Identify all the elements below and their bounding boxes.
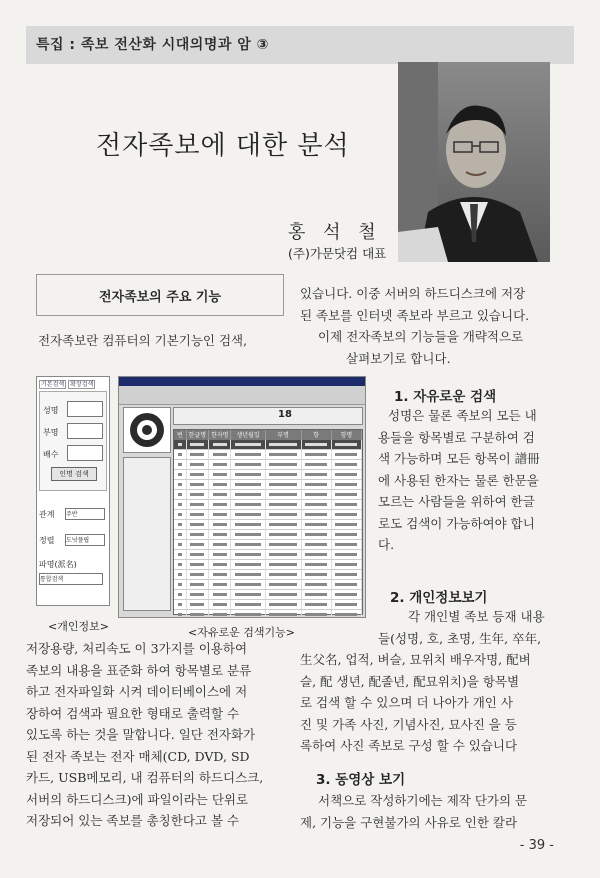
table-cell xyxy=(266,590,302,599)
table-row[interactable] xyxy=(174,480,362,490)
table-cell xyxy=(209,600,231,609)
sort-label: 정렬 xyxy=(39,536,55,545)
table-row[interactable] xyxy=(174,520,362,530)
text-line: 서책으로 작성하기에는 제작 단가의 문 xyxy=(318,793,528,808)
table-row[interactable] xyxy=(174,540,362,550)
text-line: 록하여 사진 족보로 구성 할 수 있습니다 xyxy=(300,738,518,753)
table-header-cell[interactable]: 번 xyxy=(174,430,187,440)
search-button[interactable]: 인명 검색 xyxy=(51,467,97,481)
field-label-name: 성명 xyxy=(43,406,59,415)
table-cell xyxy=(187,610,209,618)
intro-paragraph: 전자족보란 컴퓨터의 기본기능인 검색, xyxy=(38,333,248,348)
table-cell xyxy=(231,520,265,529)
table-cell xyxy=(302,470,332,479)
table-cell xyxy=(302,590,332,599)
table-cell xyxy=(332,540,362,549)
table-header-cell[interactable]: 항 xyxy=(302,430,332,440)
result-count-bar xyxy=(173,407,363,425)
table-cell xyxy=(231,440,265,449)
table-cell xyxy=(174,600,187,609)
table-cell xyxy=(209,540,231,549)
section-1-body xyxy=(378,405,570,556)
author-name: 홍 석 철 xyxy=(288,222,382,243)
table-cell xyxy=(209,610,231,618)
section-3-heading: 3. 동영상 보기 xyxy=(316,772,406,788)
table-row[interactable] xyxy=(174,460,362,470)
table-cell xyxy=(174,460,187,469)
window-titlebar xyxy=(119,377,365,386)
table-cell xyxy=(209,450,231,459)
table-cell xyxy=(187,590,209,599)
text-line: 生父名, 업적, 벼슬, 묘위치 배우자명, 配벼 xyxy=(300,652,531,667)
table-cell xyxy=(302,520,332,529)
table-cell xyxy=(302,570,332,579)
table-cell xyxy=(209,480,231,489)
table-row[interactable] xyxy=(174,470,362,480)
table-row[interactable] xyxy=(174,580,362,590)
section-3-body xyxy=(300,790,572,833)
text-line: 다. xyxy=(378,537,395,552)
table-cell xyxy=(187,490,209,499)
table-header-cell[interactable]: 항명 xyxy=(332,430,362,440)
table-cell xyxy=(209,570,231,579)
table-cell xyxy=(187,570,209,579)
table-cell xyxy=(209,520,231,529)
text-line: 슬, 配 생년, 配졸년, 配묘위치)을 항목별 xyxy=(300,673,520,689)
table-row[interactable] xyxy=(174,590,362,600)
table-cell xyxy=(187,530,209,539)
table-cell xyxy=(266,570,302,579)
table-cell xyxy=(174,450,187,459)
table-cell xyxy=(266,610,302,618)
right-intro-text xyxy=(300,283,570,369)
results-table-header xyxy=(174,430,362,440)
table-row[interactable] xyxy=(174,570,362,580)
author-role: (주)가문닷컴 대표 xyxy=(288,246,387,261)
text-line: 이제 전자족보의 기능들을 개략적으로 xyxy=(318,329,524,344)
section-2-heading: 2. 개인정보보기 xyxy=(390,590,488,606)
text-line: 장하여 검색과 필요한 형태로 출력할 수 xyxy=(26,705,240,721)
table-cell xyxy=(174,580,187,589)
text-line: 각 개인별 족보 등재 내용 xyxy=(408,609,545,624)
table-cell xyxy=(187,550,209,559)
search-option-panel xyxy=(123,457,171,611)
table-cell xyxy=(187,470,209,479)
table-cell xyxy=(174,610,187,618)
table-cell xyxy=(302,490,332,499)
personal-info-screenshot xyxy=(36,376,110,606)
table-cell xyxy=(302,480,332,489)
free-search-screenshot xyxy=(118,376,366,618)
table-cell xyxy=(302,440,332,449)
text-line: 족보의 내용을 표준화 하여 항목별로 분류 xyxy=(26,662,252,678)
crest-emblem-icon xyxy=(124,408,170,452)
table-cell xyxy=(231,610,265,618)
table-cell xyxy=(231,500,265,509)
father-input[interactable] xyxy=(67,423,103,439)
text-line: 들(성명, 호, 초명, 生年, 卒年, xyxy=(378,630,542,646)
table-cell xyxy=(302,460,332,469)
table-cell xyxy=(209,530,231,539)
text-line: 카드, USB메모리, 내 컴퓨터의 하드디스크, xyxy=(26,770,264,785)
series-title: 특집 : 족보 전산화 시대의명과 암 ③ xyxy=(36,37,270,53)
table-cell xyxy=(231,570,265,579)
table-cell xyxy=(187,600,209,609)
table-cell xyxy=(332,460,362,469)
table-cell xyxy=(187,480,209,489)
table-cell xyxy=(332,500,362,509)
branch-label: 파명(派名) xyxy=(39,560,77,569)
table-cell xyxy=(174,570,187,579)
branch-select[interactable]: 통합검색 xyxy=(39,573,103,585)
table-cell xyxy=(187,460,209,469)
table-cell xyxy=(174,490,187,499)
table-cell xyxy=(266,460,302,469)
table-cell xyxy=(231,530,265,539)
table-cell xyxy=(302,540,332,549)
text-line: 하고 전자파일화 시켜 데이터베이스에 저 xyxy=(26,684,248,699)
text-line: 진 및 가족 사진, 기념사진, 묘사진 을 등 xyxy=(300,716,517,732)
table-cell xyxy=(266,440,302,449)
author-portrait xyxy=(398,62,550,262)
table-cell xyxy=(174,440,187,449)
results-table xyxy=(173,429,363,615)
table-cell xyxy=(266,600,302,609)
table-header-cell[interactable]: 한자명 xyxy=(209,430,231,440)
name-input[interactable] xyxy=(67,401,103,417)
table-cell xyxy=(174,560,187,569)
text-line: 있도록 하는 것을 말합니다. 일단 전자화가 xyxy=(26,727,256,742)
text-line: 에 사용된 한자는 물론 한문을 xyxy=(378,472,539,488)
family-crest xyxy=(123,407,171,453)
table-cell xyxy=(174,550,187,559)
table-cell xyxy=(174,520,187,529)
table-cell xyxy=(174,530,187,539)
section-heading-box xyxy=(36,274,284,316)
left-body-text xyxy=(26,638,294,832)
table-cell xyxy=(266,450,302,459)
table-row[interactable] xyxy=(174,550,362,560)
table-row[interactable] xyxy=(174,450,362,460)
table-cell xyxy=(266,510,302,519)
table-cell xyxy=(209,470,231,479)
generation-input[interactable] xyxy=(67,445,103,461)
table-cell xyxy=(209,490,231,499)
table-cell xyxy=(209,590,231,599)
table-cell xyxy=(332,560,362,569)
text-line: 서버의 하드디스크)에 파일이라는 단위로 xyxy=(26,791,249,807)
table-cell xyxy=(231,550,265,559)
text-line: 용들을 항목별로 구분하여 검 xyxy=(378,429,535,445)
tab-extended-search: 확장검색 xyxy=(70,381,94,388)
field-label-generation: 배수 xyxy=(43,450,59,459)
table-cell xyxy=(302,580,332,589)
table-cell xyxy=(174,540,187,549)
table-cell xyxy=(187,580,209,589)
table-cell xyxy=(209,560,231,569)
table-cell xyxy=(332,530,362,539)
text-line: 색 가능하며 모든 항목이 譜冊 xyxy=(378,451,540,466)
results-table-body xyxy=(174,440,362,618)
page-number: - 39 - xyxy=(519,838,554,853)
table-cell xyxy=(187,440,209,449)
sort-select[interactable]: 도넛플립 xyxy=(65,534,105,546)
table-cell xyxy=(231,450,265,459)
table-cell xyxy=(332,490,362,499)
table-cell xyxy=(187,520,209,529)
table-cell xyxy=(332,450,362,459)
table-cell xyxy=(266,530,302,539)
table-cell xyxy=(302,550,332,559)
text-line: 로 검색 할 수 있으며 더 나아가 개인 사 xyxy=(300,695,513,710)
table-cell xyxy=(231,580,265,589)
table-cell xyxy=(231,470,265,479)
table-row[interactable] xyxy=(174,560,362,570)
table-cell xyxy=(174,470,187,479)
table-row[interactable] xyxy=(174,440,362,450)
section-heading: 전자족보의 주요 기능 xyxy=(98,290,222,305)
table-cell xyxy=(302,500,332,509)
table-cell xyxy=(266,480,302,489)
table-cell xyxy=(266,500,302,509)
table-cell xyxy=(332,440,362,449)
text-line: 로도 검색이 가능하여야 합니 xyxy=(378,515,535,531)
table-cell xyxy=(266,520,302,529)
table-cell xyxy=(174,590,187,599)
table-cell xyxy=(209,580,231,589)
relation-label: 관계 xyxy=(39,510,55,519)
table-cell xyxy=(231,590,265,599)
table-cell xyxy=(332,580,362,589)
table-cell xyxy=(231,490,265,499)
table-cell xyxy=(302,530,332,539)
section-2-body xyxy=(300,606,572,757)
table-cell xyxy=(266,560,302,569)
table-cell xyxy=(187,560,209,569)
text-line: 제, 기능을 구현불가의 사유로 인한 칼라 xyxy=(300,814,518,830)
table-cell xyxy=(332,520,362,529)
text-line: 된 족보를 인터넷 족보라 부르고 있습니다. xyxy=(300,307,530,323)
article-title: 전자족보에 대한 분석 xyxy=(96,131,350,161)
text-line: 저장되어 있는 족보를 총칭한다고 볼 수 xyxy=(26,813,240,828)
table-cell xyxy=(266,550,302,559)
table-cell xyxy=(174,500,187,509)
table-cell xyxy=(209,440,231,449)
table-row[interactable] xyxy=(174,530,362,540)
table-cell xyxy=(209,500,231,509)
table-cell xyxy=(209,460,231,469)
table-cell xyxy=(332,510,362,519)
window-toolbar xyxy=(119,386,365,405)
table-cell xyxy=(174,510,187,519)
relation-select[interactable]: 주반 xyxy=(65,508,105,520)
table-cell xyxy=(332,470,362,479)
table-cell xyxy=(187,540,209,549)
table-cell xyxy=(332,590,362,599)
table-row[interactable] xyxy=(174,490,362,500)
text-line: 성명은 물론 족보의 모든 내 xyxy=(388,408,537,423)
caption-free-search: <자유로운 검색기능> xyxy=(188,626,295,639)
table-cell xyxy=(231,540,265,549)
text-line: 저장용량, 처리속도 이 3가지를 이용하여 xyxy=(26,641,248,656)
table-cell xyxy=(266,470,302,479)
table-row[interactable] xyxy=(174,510,362,520)
text-line: 있습니다. 이중 서버의 하드디스크에 저장 xyxy=(300,286,526,301)
text-line: 된 전자 족보는 전자 매체(CD, DVD, SD xyxy=(26,748,250,764)
table-cell xyxy=(231,560,265,569)
table-cell xyxy=(302,560,332,569)
table-cell xyxy=(187,500,209,509)
table-cell xyxy=(332,480,362,489)
table-cell xyxy=(209,550,231,559)
table-cell xyxy=(209,510,231,519)
field-label-father: 부명 xyxy=(43,428,59,437)
table-cell xyxy=(174,480,187,489)
table-cell xyxy=(332,570,362,579)
table-cell xyxy=(332,550,362,559)
tab-basic-search: 기본검색 xyxy=(41,381,65,388)
result-count: 18 xyxy=(278,409,292,420)
table-cell xyxy=(231,460,265,469)
table-cell xyxy=(266,580,302,589)
table-cell xyxy=(231,510,265,519)
section-1-heading: 1. 자유로운 검색 xyxy=(394,389,497,405)
table-cell xyxy=(266,490,302,499)
caption-personal-info: <개인정보> xyxy=(48,620,109,633)
table-cell xyxy=(302,450,332,459)
table-header-cell[interactable]: 부명 xyxy=(266,430,302,440)
text-line: 모르는 사람들을 위하여 한글 xyxy=(378,494,535,509)
table-row[interactable] xyxy=(174,500,362,510)
table-cell xyxy=(231,600,265,609)
table-cell xyxy=(231,480,265,489)
table-cell xyxy=(187,450,209,459)
table-cell xyxy=(302,510,332,519)
text-line: 살펴보기로 합니다. xyxy=(346,350,451,366)
table-cell xyxy=(187,510,209,519)
table-cell xyxy=(266,540,302,549)
table-header-cell[interactable]: 한글명 xyxy=(187,430,209,440)
table-header-cell[interactable]: 생년월일 xyxy=(231,430,265,440)
